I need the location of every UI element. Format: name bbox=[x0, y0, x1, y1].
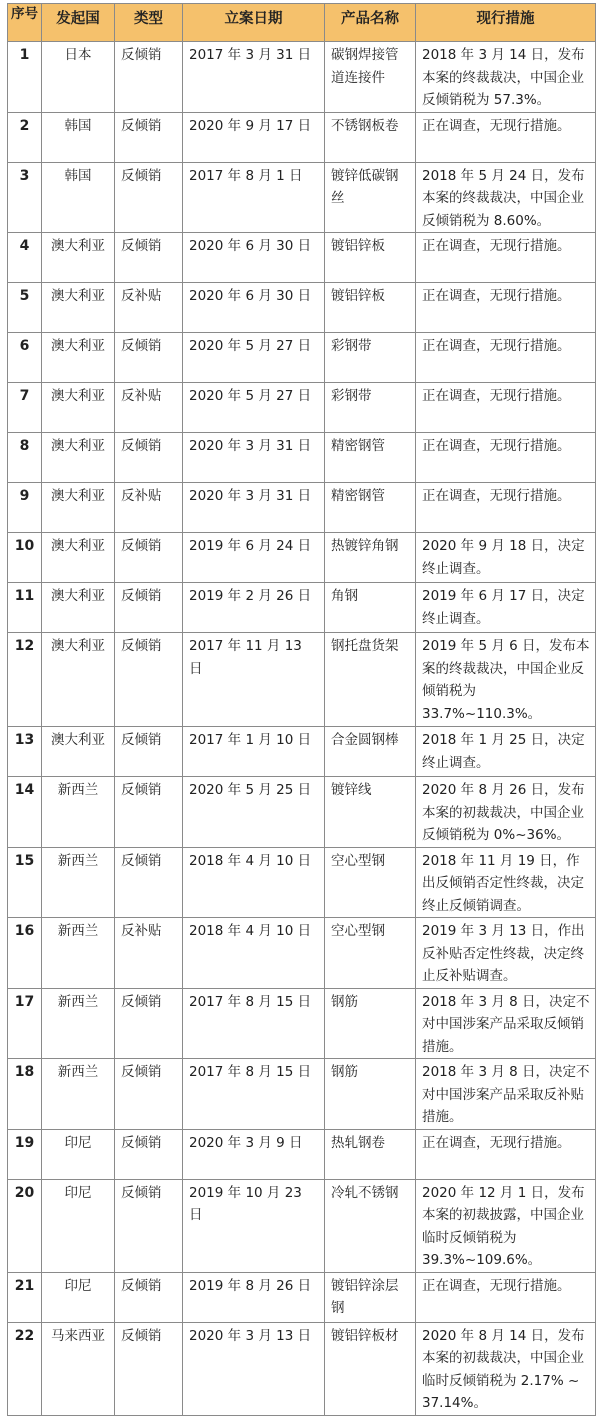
row-country: 澳大利亚 bbox=[42, 283, 115, 333]
row-country: 印尼 bbox=[42, 1179, 115, 1272]
row-current-measure: 2018 年 3 月 14 日，发布本案的终裁裁决，中国企业反倾销税为 57.3%。 bbox=[416, 42, 596, 113]
header-country: 发起国 bbox=[42, 4, 115, 42]
table-row bbox=[8, 483, 596, 533]
row-country: 印尼 bbox=[42, 1129, 115, 1179]
row-product-name: 钢筋 bbox=[325, 1059, 416, 1130]
header-type: 类型 bbox=[115, 4, 183, 42]
row-filing-date: 2017 年 8 月 15 日 bbox=[183, 988, 325, 1059]
row-filing-date: 2018 年 4 月 10 日 bbox=[183, 918, 325, 989]
row-type: 反倾销 bbox=[115, 533, 183, 583]
row-country: 新西兰 bbox=[42, 847, 115, 918]
row-product-name: 彩钢带 bbox=[325, 333, 416, 383]
row-number: 6 bbox=[8, 333, 42, 383]
row-country: 澳大利亚 bbox=[42, 483, 115, 533]
table-row bbox=[8, 162, 596, 233]
row-product-name: 镀铝锌涂层钢 bbox=[325, 1272, 416, 1322]
row-country: 澳大利亚 bbox=[42, 233, 115, 283]
row-filing-date: 2020 年 3 月 31 日 bbox=[183, 433, 325, 483]
row-product-name: 热轧钢卷 bbox=[325, 1129, 416, 1179]
row-filing-date: 2020 年 3 月 9 日 bbox=[183, 1129, 325, 1179]
row-number: 5 bbox=[8, 283, 42, 333]
row-type: 反补贴 bbox=[115, 483, 183, 533]
row-type: 反倾销 bbox=[115, 847, 183, 918]
table-row bbox=[8, 283, 596, 333]
header-measure: 现行措施 bbox=[416, 4, 596, 42]
table-row bbox=[8, 1059, 596, 1130]
row-product-name: 精密钢管 bbox=[325, 483, 416, 533]
row-filing-date: 2017 年 3 月 31 日 bbox=[183, 42, 325, 113]
row-current-measure: 2018 年 5 月 24 日，发布本案的终裁裁决，中国企业反倾销税为 8.60%。 bbox=[416, 162, 596, 233]
table-row bbox=[8, 1179, 596, 1272]
row-current-measure: 正在调查，无现行措施。 bbox=[416, 283, 596, 333]
row-type: 反倾销 bbox=[115, 1179, 183, 1272]
row-type: 反倾销 bbox=[115, 42, 183, 113]
row-country: 新西兰 bbox=[42, 988, 115, 1059]
row-filing-date: 2019 年 10 月 23 日 bbox=[183, 1179, 325, 1272]
row-number: 14 bbox=[8, 777, 42, 848]
row-country: 新西兰 bbox=[42, 1059, 115, 1130]
table-row bbox=[8, 1272, 596, 1322]
row-number: 15 bbox=[8, 847, 42, 918]
row-current-measure: 2020 年 12 月 1 日，发布本案的初裁披露，中国企业临时反倾销税为 39.3%~109.6%。 bbox=[416, 1179, 596, 1272]
row-current-measure: 正在调查，无现行措施。 bbox=[416, 333, 596, 383]
row-product-name: 镀锌低碳钢丝 bbox=[325, 162, 416, 233]
row-filing-date: 2017 年 1 月 10 日 bbox=[183, 727, 325, 777]
row-country: 新西兰 bbox=[42, 777, 115, 848]
row-filing-date: 2019 年 6 月 24 日 bbox=[183, 533, 325, 583]
row-type: 反倾销 bbox=[115, 162, 183, 233]
row-product-name: 冷轧不锈钢 bbox=[325, 1179, 416, 1272]
table-row bbox=[8, 233, 596, 283]
row-number: 10 bbox=[8, 533, 42, 583]
row-current-measure: 正在调查，无现行措施。 bbox=[416, 1272, 596, 1322]
row-country: 澳大利亚 bbox=[42, 727, 115, 777]
table-body bbox=[8, 42, 596, 1416]
table-row bbox=[8, 633, 596, 727]
row-country: 澳大利亚 bbox=[42, 633, 115, 727]
row-type: 反倾销 bbox=[115, 727, 183, 777]
row-number: 9 bbox=[8, 483, 42, 533]
header-no: 序号 bbox=[8, 4, 42, 42]
row-filing-date: 2020 年 6 月 30 日 bbox=[183, 283, 325, 333]
row-current-measure: 2019 年 6 月 17 日，决定终止调查。 bbox=[416, 583, 596, 633]
row-product-name: 精密钢管 bbox=[325, 433, 416, 483]
row-product-name: 角钢 bbox=[325, 583, 416, 633]
table-row bbox=[8, 42, 596, 113]
row-current-measure: 正在调查，无现行措施。 bbox=[416, 233, 596, 283]
row-number: 20 bbox=[8, 1179, 42, 1272]
row-number: 19 bbox=[8, 1129, 42, 1179]
row-number: 4 bbox=[8, 233, 42, 283]
row-country: 印尼 bbox=[42, 1272, 115, 1322]
row-filing-date: 2017 年 8 月 1 日 bbox=[183, 162, 325, 233]
table-row bbox=[8, 847, 596, 918]
row-filing-date: 2017 年 8 月 15 日 bbox=[183, 1059, 325, 1130]
row-filing-date: 2020 年 3 月 13 日 bbox=[183, 1322, 325, 1415]
row-filing-date: 2020 年 9 月 17 日 bbox=[183, 112, 325, 162]
row-type: 反倾销 bbox=[115, 433, 183, 483]
row-product-name: 彩钢带 bbox=[325, 383, 416, 433]
table-row bbox=[8, 918, 596, 989]
row-current-measure: 2020 年 9 月 18 日，决定终止调查。 bbox=[416, 533, 596, 583]
row-product-name: 镀铝锌板 bbox=[325, 283, 416, 333]
row-number: 18 bbox=[8, 1059, 42, 1130]
row-current-measure: 2018 年 11 月 19 日，作出反倾销否定性终裁，决定终止反倾销调查。 bbox=[416, 847, 596, 918]
row-country: 新西兰 bbox=[42, 918, 115, 989]
row-country: 韩国 bbox=[42, 162, 115, 233]
row-type: 反倾销 bbox=[115, 333, 183, 383]
row-type: 反补贴 bbox=[115, 918, 183, 989]
table-row bbox=[8, 533, 596, 583]
table-row bbox=[8, 727, 596, 777]
row-filing-date: 2020 年 6 月 30 日 bbox=[183, 233, 325, 283]
row-product-name: 钢托盘货架 bbox=[325, 633, 416, 727]
row-number: 2 bbox=[8, 112, 42, 162]
row-type: 反倾销 bbox=[115, 583, 183, 633]
row-number: 22 bbox=[8, 1322, 42, 1415]
table-row bbox=[8, 583, 596, 633]
row-type: 反倾销 bbox=[115, 988, 183, 1059]
row-filing-date: 2020 年 5 月 27 日 bbox=[183, 383, 325, 433]
row-current-measure: 2019 年 3 月 13 日，作出反补贴否定性终裁，决定终止反补贴调查。 bbox=[416, 918, 596, 989]
row-country: 澳大利亚 bbox=[42, 583, 115, 633]
row-type: 反倾销 bbox=[115, 1129, 183, 1179]
row-filing-date: 2018 年 4 月 10 日 bbox=[183, 847, 325, 918]
row-current-measure: 正在调查，无现行措施。 bbox=[416, 383, 596, 433]
row-country: 韩国 bbox=[42, 112, 115, 162]
row-number: 12 bbox=[8, 633, 42, 727]
row-product-name: 空心型钢 bbox=[325, 847, 416, 918]
table-row bbox=[8, 1129, 596, 1179]
row-current-measure: 2018 年 3 月 8 日，决定不对中国涉案产品采取反倾销措施。 bbox=[416, 988, 596, 1059]
row-type: 反补贴 bbox=[115, 383, 183, 433]
row-number: 7 bbox=[8, 383, 42, 433]
row-number: 17 bbox=[8, 988, 42, 1059]
row-current-measure: 2020 年 8 月 26 日，发布本案的初裁裁决，中国企业反倾销税为 0%~36%。 bbox=[416, 777, 596, 848]
row-type: 反倾销 bbox=[115, 1272, 183, 1322]
row-country: 澳大利亚 bbox=[42, 333, 115, 383]
row-current-measure: 2018 年 3 月 8 日，决定不对中国涉案产品采取反补贴措施。 bbox=[416, 1059, 596, 1130]
row-product-name: 热镀锌角钢 bbox=[325, 533, 416, 583]
row-country: 日本 bbox=[42, 42, 115, 113]
row-current-measure: 2020 年 8 月 14 日，发布本案的初裁裁决，中国企业临时反倾销税为 2.17% ~ 37.14%。 bbox=[416, 1322, 596, 1415]
row-number: 13 bbox=[8, 727, 42, 777]
row-type: 反倾销 bbox=[115, 112, 183, 162]
row-type: 反倾销 bbox=[115, 777, 183, 848]
row-current-measure: 正在调查，无现行措施。 bbox=[416, 433, 596, 483]
row-number: 8 bbox=[8, 433, 42, 483]
row-type: 反倾销 bbox=[115, 1059, 183, 1130]
row-product-name: 钢筋 bbox=[325, 988, 416, 1059]
row-number: 3 bbox=[8, 162, 42, 233]
row-product-name: 碳钢焊接管道连接件 bbox=[325, 42, 416, 113]
header-date: 立案日期 bbox=[183, 4, 325, 42]
row-country: 澳大利亚 bbox=[42, 383, 115, 433]
row-current-measure: 正在调查，无现行措施。 bbox=[416, 112, 596, 162]
row-current-measure: 2018 年 1 月 25 日，决定终止调查。 bbox=[416, 727, 596, 777]
row-number: 21 bbox=[8, 1272, 42, 1322]
row-product-name: 合金圆钢棒 bbox=[325, 727, 416, 777]
row-current-measure: 正在调查，无现行措施。 bbox=[416, 483, 596, 533]
row-type: 反倾销 bbox=[115, 233, 183, 283]
row-country: 澳大利亚 bbox=[42, 433, 115, 483]
row-type: 反倾销 bbox=[115, 1322, 183, 1415]
trade-remedy-table bbox=[7, 3, 596, 1416]
table-row bbox=[8, 988, 596, 1059]
row-filing-date: 2017 年 11 月 13 日 bbox=[183, 633, 325, 727]
row-number: 11 bbox=[8, 583, 42, 633]
row-type: 反倾销 bbox=[115, 633, 183, 727]
row-country: 澳大利亚 bbox=[42, 533, 115, 583]
row-product-name: 镀铝锌板材 bbox=[325, 1322, 416, 1415]
row-type: 反补贴 bbox=[115, 283, 183, 333]
header-product: 产品名称 bbox=[325, 4, 416, 42]
row-current-measure: 2019 年 5 月 6 日，发布本案的终裁裁决，中国企业反倾销税为 33.7%~110.3%。 bbox=[416, 633, 596, 727]
table-row bbox=[8, 1322, 596, 1415]
row-number: 16 bbox=[8, 918, 42, 989]
table-row bbox=[8, 383, 596, 433]
row-filing-date: 2020 年 3 月 31 日 bbox=[183, 483, 325, 533]
row-product-name: 镀锌线 bbox=[325, 777, 416, 848]
table-header-row bbox=[8, 4, 596, 42]
table-row bbox=[8, 433, 596, 483]
row-filing-date: 2020 年 5 月 27 日 bbox=[183, 333, 325, 383]
row-product-name: 空心型钢 bbox=[325, 918, 416, 989]
row-current-measure: 正在调查，无现行措施。 bbox=[416, 1129, 596, 1179]
row-filing-date: 2020 年 5 月 25 日 bbox=[183, 777, 325, 848]
row-number: 1 bbox=[8, 42, 42, 113]
table-row bbox=[8, 112, 596, 162]
row-product-name: 镀铝锌板 bbox=[325, 233, 416, 283]
table-row bbox=[8, 777, 596, 848]
row-filing-date: 2019 年 2 月 26 日 bbox=[183, 583, 325, 633]
table-row bbox=[8, 333, 596, 383]
row-product-name: 不锈钢板卷 bbox=[325, 112, 416, 162]
row-country: 马来西亚 bbox=[42, 1322, 115, 1415]
row-filing-date: 2019 年 8 月 26 日 bbox=[183, 1272, 325, 1322]
